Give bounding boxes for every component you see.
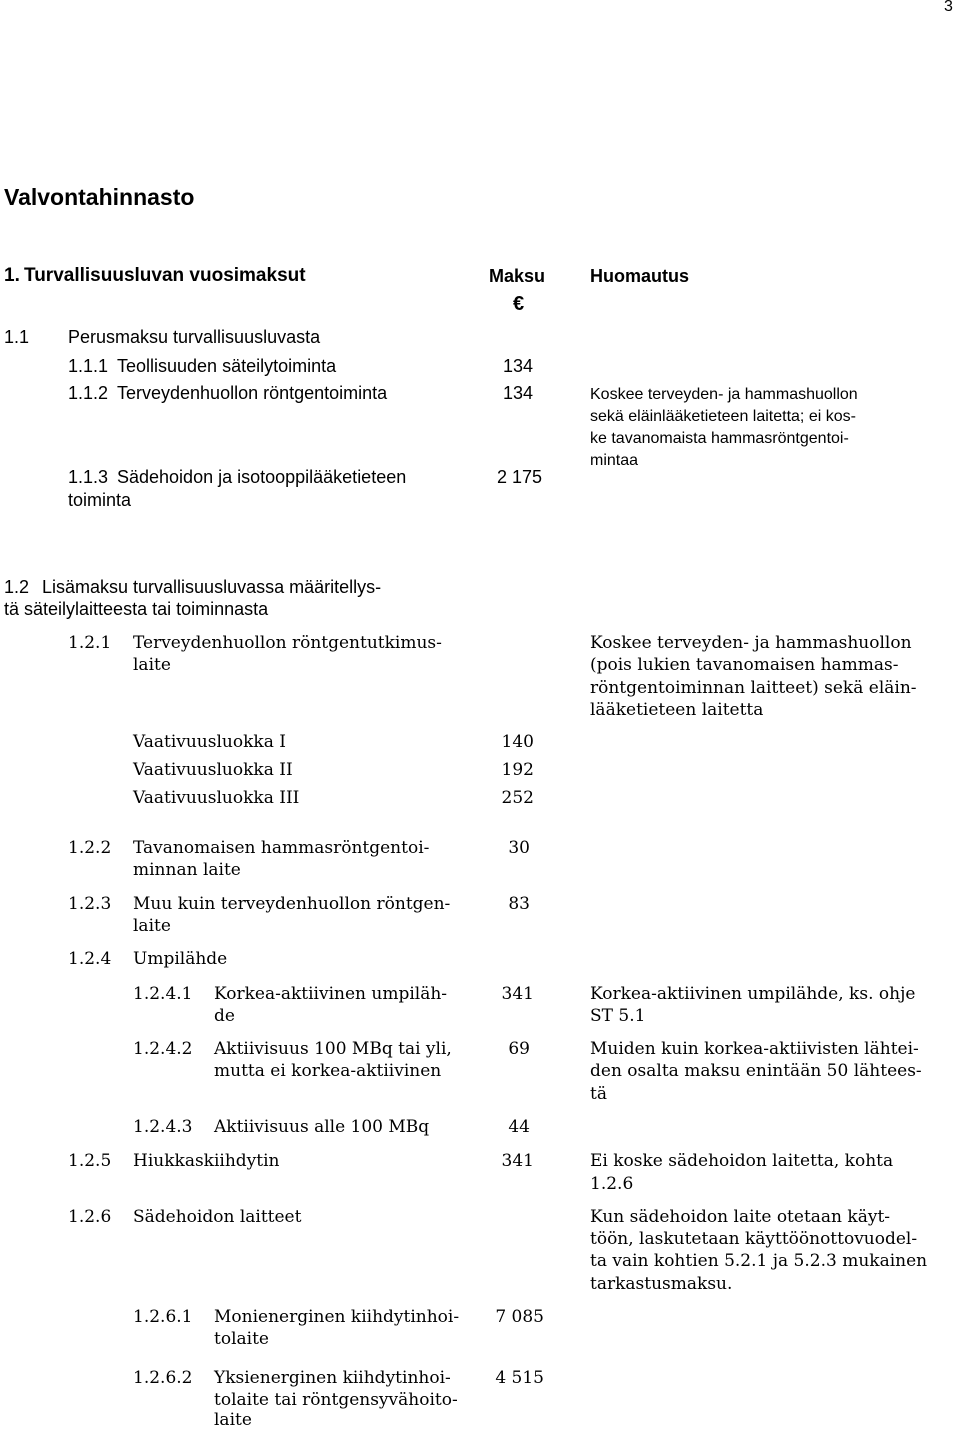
subitem-number: 1.2.4.3 [133, 1117, 193, 1137]
subitem-label: tolaite tai röntgensyvähoito- [214, 1390, 458, 1410]
subitem-note-line: ST 5.1 [590, 1006, 646, 1026]
subitem-fee: 44 [508, 1117, 530, 1137]
subitem-label: tolaite [214, 1329, 269, 1349]
subitem-number: 1.2.4.1 [133, 984, 193, 1004]
item-fee: 134 [502, 356, 533, 376]
subitem-number: 1.2.4.2 [133, 1039, 193, 1059]
page-number: 3 [944, 0, 953, 15]
subitem-note-line: Korkea-aktiivinen umpilähde, ks. ohje [590, 984, 916, 1004]
item-number: 1.2.3 [68, 894, 112, 914]
class-fee: 192 [501, 760, 534, 780]
column-header-currency: € [513, 293, 525, 315]
section-1-number: 1. [4, 265, 20, 286]
item-label: Terveydenhuollon röntgentutkimus- [133, 633, 442, 653]
subitem-label: laite [214, 1410, 252, 1430]
item-note-line: Ei koske sädehoidon laitetta, kohta [590, 1151, 894, 1171]
item-note-line: tarkastusmaksu. [590, 1274, 733, 1294]
subitem-label: Korkea-aktiivinen umpiläh- [214, 984, 448, 1004]
item-label: Hiukkaskiihdytin [133, 1151, 280, 1171]
class-label: Vaativuusluokka III [133, 788, 300, 808]
item-label: Tavanomaisen hammasröntgentoi- [133, 838, 430, 858]
item-note-line: (pois lukien tavanomaisen hammas- [590, 655, 899, 675]
item-number: 1.2.5 [68, 1151, 112, 1171]
section-1-2-title: Lisämaksu turvallisuusluvassa määritellys- [42, 577, 382, 597]
column-header-note: Huomautus [590, 266, 689, 286]
subitem-note-line: tä [590, 1084, 607, 1104]
subitem-label: Yksienerginen kiihdytinhoi- [214, 1368, 451, 1388]
subitem-number: 1.2.6.2 [133, 1368, 193, 1388]
item-note-line: lääketieteen laitetta [590, 700, 764, 720]
item-note-line: Kun sädehoidon laite otetaan käyt- [590, 1207, 891, 1227]
document-title: Valvontahinnasto [4, 184, 195, 210]
item-note-line: 1.2.6 [590, 1174, 634, 1194]
class-label: Vaativuusluokka II [133, 760, 293, 780]
item-label: Sädehoidon laitteet [133, 1207, 302, 1227]
subitem-number: 1.2.6.1 [133, 1307, 193, 1327]
item-note-line: mintaa [590, 452, 639, 469]
item-note-line: ta vain kohtien 5.2.1 ja 5.2.3 mukainen [590, 1251, 928, 1271]
item-note-line: ke tavanomaista hammasröntgentoi- [590, 430, 849, 447]
item-number: 1.1.2 [68, 383, 109, 403]
subitem-fee: 69 [508, 1039, 530, 1059]
item-fee: 83 [508, 894, 530, 914]
section-1-2-title: tä säteilylaitteesta tai toiminnasta [4, 599, 269, 619]
item-label: Terveydenhuollon röntgentoiminta [117, 383, 388, 403]
class-fee: 252 [501, 788, 534, 808]
item-fee: 30 [508, 838, 530, 858]
item-fee: 341 [501, 1151, 534, 1171]
item-label: Umpilähde [133, 949, 228, 969]
item-label: laite [133, 916, 171, 936]
item-fee: 2 175 [496, 467, 542, 487]
item-label: laite [133, 655, 171, 675]
subitem-fee: 7 085 [495, 1307, 544, 1327]
item-label: Sädehoidon ja isotooppilääketieteen [117, 467, 407, 487]
subitem-note-line: Muiden kuin korkea-aktiivisten lähtei- [590, 1039, 919, 1059]
item-number: 1.2.2 [68, 838, 112, 858]
item-note-line: töön, laskutetaan käyttöönottovuodel- [590, 1229, 918, 1249]
item-note-line: Koskee terveyden- ja hammashuollon [590, 633, 912, 653]
section-1-1-title: Perusmaksu turvallisuusluvasta [68, 327, 321, 347]
item-number: 1.1.1 [68, 356, 109, 376]
class-label: Vaativuusluokka I [133, 732, 286, 752]
subitem-label: mutta ei korkea-aktiivinen [214, 1061, 442, 1081]
item-note-line: sekä eläinlääketieteen laitetta; ei kos- [590, 408, 856, 425]
section-1-title: Turvallisuusluvan vuosimaksut [24, 265, 306, 286]
item-number: 1.2.4 [68, 949, 112, 969]
subitem-fee: 341 [501, 984, 534, 1004]
item-label: Teollisuuden säteilytoiminta [117, 356, 337, 376]
class-fee: 140 [501, 732, 534, 752]
item-label: toiminta [68, 490, 132, 510]
item-note-line: Koskee terveyden- ja hammashuollon [590, 386, 858, 403]
subitem-label: Monienerginen kiihdytinhoi- [214, 1307, 460, 1327]
item-number: 1.2.6 [68, 1207, 112, 1227]
item-label: minnan laite [133, 860, 241, 880]
subitem-note-line: den osalta maksu enintään 50 lähtees- [590, 1061, 922, 1081]
section-1-1-number: 1.1 [4, 327, 30, 347]
subitem-fee: 4 515 [495, 1368, 544, 1388]
item-note-line: röntgentoiminnan laitteet) sekä eläin- [590, 678, 917, 698]
item-fee: 134 [502, 383, 533, 403]
item-label: Muu kuin terveydenhuollon röntgen- [133, 894, 451, 914]
subitem-label: Aktiivisuus 100 MBq tai yli, [214, 1039, 452, 1059]
item-number: 1.1.3 [68, 467, 109, 487]
section-1-2-number: 1.2 [4, 577, 30, 597]
subitem-label: de [214, 1006, 235, 1026]
item-number: 1.2.1 [68, 633, 112, 653]
subitem-label: Aktiivisuus alle 100 MBq [214, 1117, 430, 1137]
column-header-fee: Maksu [489, 266, 546, 286]
